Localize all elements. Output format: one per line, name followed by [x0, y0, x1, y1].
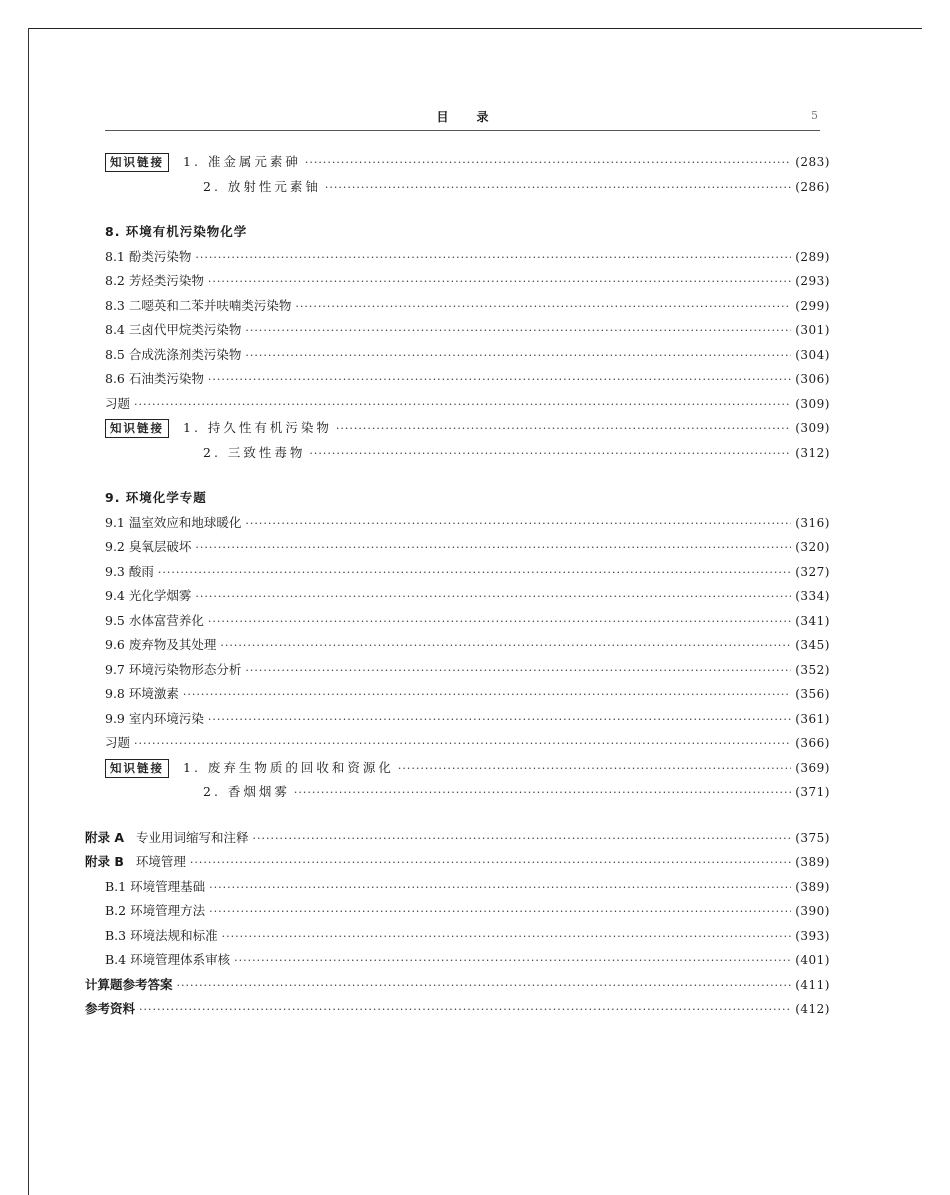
header-rule: [105, 130, 820, 131]
chapter-heading[interactable]: [85, 220, 830, 245]
toc-entry[interactable]: [85, 535, 830, 560]
toc-entry[interactable]: [85, 997, 830, 1022]
left-border-line: [28, 28, 29, 1195]
knowledge-link-label: 知识链接: [105, 759, 169, 778]
toc-entry[interactable]: [85, 707, 830, 732]
toc-entry-page: (361): [795, 711, 830, 726]
leader-dots: [245, 512, 791, 537]
toc-entry-page: (306): [795, 372, 830, 386]
page-header: [105, 108, 820, 134]
appendix-title: 环境管理: [135, 854, 186, 869]
toc-entry-title: [85, 850, 186, 875]
toc-entry-title: 2. 放射性元素铀: [203, 178, 321, 194]
leader-dots: [208, 610, 791, 635]
toc-entry-title: B.1 环境管理基础: [105, 878, 206, 894]
leader-dots: [158, 561, 791, 586]
toc-entry-title: 9.2 臭氧层破坏: [105, 539, 192, 554]
toc-entry[interactable]: [85, 609, 830, 634]
appendix-label: 附录 B: [85, 854, 124, 869]
toc-entry[interactable]: [85, 367, 830, 392]
toc-entry-title: 2. 三致性毒物: [203, 444, 306, 460]
toc-entry-page: (389): [795, 879, 830, 894]
toc-entry[interactable]: [85, 511, 830, 536]
toc-entry-page: (312): [795, 445, 830, 460]
leader-dots: [183, 683, 791, 708]
toc-entry[interactable]: [85, 343, 830, 368]
toc-entry[interactable]: [85, 658, 830, 683]
toc-entry-title: B.4 环境管理体系审核: [105, 952, 231, 967]
toc-entry-title: 1. 废弃生物质的回收和资源化: [183, 759, 394, 775]
leader-dots: [398, 757, 791, 782]
toc-entry-title: [85, 826, 249, 851]
toc-entry-title: 9.6 废弃物及其处理: [105, 637, 217, 652]
toc-entry-page: (401): [795, 953, 830, 967]
toc-entry[interactable]: [85, 441, 830, 466]
toc-entry-page: (411): [795, 977, 830, 992]
toc-entry-title: 9.8 环境激素: [105, 686, 179, 701]
appendix-label: 附录 A: [85, 829, 125, 845]
toc-entry-title: B.2 环境管理方法: [105, 903, 206, 918]
leader-dots: [134, 393, 791, 418]
page-title: 目录: [436, 110, 517, 124]
toc-entry-title: 9.4 光化学烟雾: [105, 588, 192, 603]
leader-dots: [220, 634, 791, 659]
toc-entry-page: (366): [795, 736, 830, 750]
leader-dots: [208, 368, 791, 393]
toc-entry[interactable]: [85, 633, 830, 658]
toc-entry[interactable]: [85, 584, 830, 609]
toc-entry-page: (320): [795, 540, 830, 554]
toc-entry-page: (356): [795, 687, 830, 701]
toc-entry-page: (286): [795, 179, 830, 194]
toc-entry-page: (309): [795, 396, 830, 411]
toc-entry-title: 9.7 环境污染物形态分析: [105, 661, 242, 677]
leader-dots: [190, 851, 791, 876]
leader-dots: [208, 708, 791, 733]
toc-entry-page: (393): [795, 928, 830, 943]
toc-entry[interactable]: [85, 826, 830, 851]
toc-entry-title: 习题: [105, 735, 131, 750]
toc-entry[interactable]: [85, 875, 830, 900]
toc-entry[interactable]: [85, 973, 830, 998]
toc-entry-title: 2. 香烟烟雾: [203, 784, 290, 799]
toc-entry-title: 习题: [105, 395, 131, 411]
toc-entry[interactable]: [85, 245, 830, 270]
toc-entry-title: 8.4 三卤代甲烷类污染物: [105, 322, 242, 337]
chapter-title: 9. 环境化学专题: [105, 490, 207, 505]
toc-entry-title: 8.1 酚类污染物: [105, 248, 192, 264]
leader-dots: [336, 417, 791, 442]
toc-entry-page: (301): [795, 323, 830, 337]
leader-dots: [245, 659, 791, 684]
toc-entry[interactable]: [85, 294, 830, 319]
leader-dots: [195, 246, 791, 271]
leader-dots: [234, 949, 791, 974]
leader-dots: [177, 974, 792, 999]
toc-entry-page: (283): [795, 155, 830, 169]
page-number: 5: [811, 109, 818, 122]
leader-dots: [209, 876, 791, 901]
toc-entry-page: (341): [795, 613, 830, 628]
leader-dots: [245, 319, 791, 344]
leader-dots: [309, 442, 791, 467]
leader-dots: [295, 295, 791, 320]
leader-dots: [134, 732, 791, 757]
chapter-heading[interactable]: [85, 486, 830, 511]
toc-entry-page: (327): [795, 564, 830, 579]
leader-dots: [222, 925, 792, 950]
leader-dots: [325, 176, 791, 201]
toc-entry[interactable]: [85, 269, 830, 294]
chapter-title: 8. 环境有机污染物化学: [105, 224, 248, 239]
toc-entry-page: (316): [795, 515, 830, 530]
toc-entry[interactable]: [85, 318, 830, 343]
toc-entry[interactable]: [85, 150, 830, 175]
leader-dots: [253, 827, 792, 852]
leader-dots: [195, 536, 791, 561]
toc-entry[interactable]: [85, 731, 830, 756]
table-of-contents: [85, 150, 830, 1022]
toc-entry-title: 9.9 室内环境污染: [105, 710, 204, 726]
toc-entry-page: (369): [795, 760, 830, 775]
toc-entry-title: 1. 准金属元素砷: [183, 154, 301, 169]
knowledge-link-label: 知识链接: [105, 153, 169, 172]
toc-entry[interactable]: [85, 780, 830, 805]
toc-entry-page: (390): [795, 904, 830, 918]
toc-entry-page: (334): [795, 589, 830, 603]
leader-dots: [208, 270, 791, 295]
toc-entry-title: 9.1 温室效应和地球暖化: [105, 514, 242, 530]
toc-entry-title: 8.5 合成洗涤剂类污染物: [105, 346, 242, 362]
leader-dots: [294, 781, 791, 806]
toc-entry[interactable]: [85, 416, 830, 441]
toc-entry-title: 计算题参考答案: [85, 976, 173, 992]
toc-entry-page: (293): [795, 274, 830, 288]
toc-entry[interactable]: [85, 899, 830, 924]
toc-entry-title: 8.6 石油类污染物: [105, 371, 204, 386]
appendix-title: 专业用词缩写和注释: [136, 829, 249, 845]
toc-entry-page: (389): [795, 855, 830, 869]
leader-dots: [209, 900, 791, 925]
toc-entry-page: (299): [795, 298, 830, 313]
toc-entry-page: (304): [795, 347, 830, 362]
leader-dots: [305, 151, 791, 176]
toc-entry-page: (345): [795, 638, 830, 652]
toc-entry-title: 9.5 水体富营养化: [105, 612, 204, 628]
toc-entry-page: (375): [795, 830, 830, 845]
toc-entry-page: (289): [795, 249, 830, 264]
knowledge-link-label: 知识链接: [105, 419, 169, 438]
toc-entry[interactable]: [85, 850, 830, 875]
toc-entry[interactable]: [85, 948, 830, 973]
toc-entry-title: 9.3 酸雨: [105, 563, 154, 579]
toc-entry-title: 8.2 芳烃类污染物: [105, 273, 204, 288]
top-border-line: [28, 28, 922, 29]
toc-entry[interactable]: [85, 392, 830, 417]
toc-entry-page: (371): [795, 785, 830, 799]
leader-dots: [139, 998, 791, 1023]
leader-dots: [195, 585, 791, 610]
toc-entry-title: 1. 持久性有机污染物: [183, 420, 332, 435]
toc-entry[interactable]: [85, 560, 830, 585]
toc-entry-page: (352): [795, 662, 830, 677]
toc-entry[interactable]: [85, 756, 830, 781]
toc-entry[interactable]: [85, 682, 830, 707]
toc-entry-page: (412): [795, 1002, 830, 1016]
toc-entry-title: 8.3 二噁英和二苯并呋喃类污染物: [105, 297, 292, 313]
toc-entry-page: (309): [795, 421, 830, 435]
leader-dots: [245, 344, 791, 369]
toc-entry-title: 参考资料: [85, 1001, 136, 1016]
toc-entry-title: B.3 环境法规和标准: [105, 927, 218, 943]
toc-entry[interactable]: [85, 175, 830, 200]
toc-entry[interactable]: [85, 924, 830, 949]
